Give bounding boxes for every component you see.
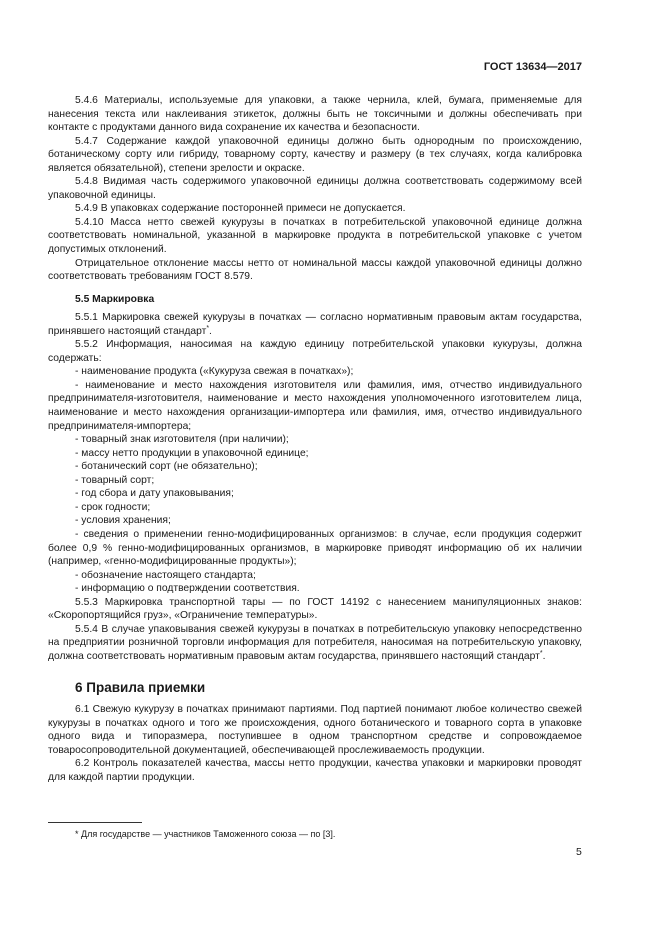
paragraph-mass-deviation: Отрицательное отклонение массы нетто от номинальной массы каждой упаковочной единицы должно соответствовать требованиям ГОСТ 8.579. <box>48 257 582 283</box>
document-header: ГОСТ 13634—2017 <box>483 61 582 73</box>
list-item-commercial-grade: - товарный сорт; <box>75 474 155 486</box>
list-item-gmo: - сведения о применении генно-модифицированных организмов: в случае, если продукция содержит более 0,9 % генно-модифицированных организмов, в маркировке приводят информацию об их наличии (например, «генно-модифицированные продукты»); <box>48 528 582 568</box>
list-item-conformity: - информацию о подтверждении соответствия. <box>75 583 300 595</box>
list-item-product-name: - наименование продукта («Кукуруза свежая в початках»); <box>75 366 354 378</box>
list-item-manufacturer: - наименование и место нахождения изготовителя или фамилия, имя, отчество индивидуального предпринимателя-изготовителя, наименование и место нахождения уполномоченного изготовителем лица, наименование и место нахождения организации-импортера или фамилия, имя, отчество индивидуального предпринимателя-импортера; <box>48 379 582 432</box>
paragraph-5-4-9: 5.4.9 В упаковках содержание посторонней примеси не допускается. <box>75 203 406 215</box>
footnote-mark: * <box>206 324 210 332</box>
footnote-mark: * <box>539 649 543 657</box>
list-item-botanical-variety: - ботанический сорт (не обязательно); <box>75 461 258 473</box>
paragraph-5-5-4 <box>48 623 582 664</box>
list-item-shelf-life: - срок годности; <box>75 501 151 513</box>
subsection-title-5-5: 5.5 Маркировка <box>75 293 155 305</box>
paragraph-5-4-8: 5.4.8 Видимая часть содержимого упаковочной единицы должна соответствовать содержимому всей упаковочной единицы. <box>48 176 582 201</box>
footnote-divider <box>48 822 142 823</box>
paragraph-5-4-7: 5.4.7 Содержание каждой упаковочной единицы должно быть однородным по происхождению, ботаническому сорту или гибриду, товарному сорту, качеству и размеру (в тех случаях, когда калибровка является обязательной), степени зрелости и окраске. <box>48 135 582 174</box>
section-title-6: 6 Правила приемки <box>75 680 206 696</box>
list-item-harvest-date: - год сбора и дату упаковывания; <box>75 488 234 500</box>
list-item-trademark: - товарный знак изготовителя (при наличии); <box>75 434 289 446</box>
list-item-standard-designation: - обозначение настоящего стандарта; <box>75 569 256 581</box>
list-item-net-mass: - массу нетто продукции в упаковочной единице; <box>75 447 309 459</box>
paragraph-text: 5.5.1 Маркировка свежей кукурузы в початках — согласно нормативным правовым актам государства, принявшего настоящий стандарт <box>48 312 582 337</box>
paragraph-6-2: 6.2 Контроль показателей качества, массы нетто продукции, качества упаковки и маркировки проводят для каждой партии продукции. <box>48 758 582 783</box>
list-item-storage-conditions: - условия хранения; <box>75 515 171 527</box>
page-content <box>48 94 582 784</box>
page-number: 5 <box>576 846 582 858</box>
footnote: * Для государстве — участников Таможенного союза — по [3]. <box>75 829 336 839</box>
paragraph-5-4-10: 5.4.10 Масса нетто свежей кукурузы в початках в потребительской упаковочной единице должна соответствовать номинальной, указанной в маркировке продукта в потребительской упаковке с учетом допустимых отклонений. <box>48 216 582 256</box>
paragraph-end: . <box>542 650 546 662</box>
paragraph-text: 5.5.4 В случае упаковывания свежей кукурузы в початках в потребительскую упаковку непосредственно на предприятии розничной торговли информация для потребителя, наносимая на потребительскую упаковку, должна соответствовать нормативным правовым актам государства, принявшего настоящий стандарт <box>48 623 582 662</box>
paragraph-end: . <box>209 325 212 337</box>
paragraph-5-5-2: 5.5.2 Информация, наносимая на каждую единицу потребительской упаковки кукурузы, должна содержать: <box>48 339 582 364</box>
paragraph-5-4-6: 5.4.6 Материалы, используемые для упаковки, а также чернила, клей, бумага, применяемые для нанесения текста или наклеивания этикеток, должны быть не токсичными и должны обеспечивать при контакте с продуктами данного вида сохранение их качества и безопасности. <box>48 95 582 134</box>
paragraph-5-5-1 <box>48 311 582 338</box>
paragraph-5-5-3: 5.5.3 Маркировка транспортной тары — по ГОСТ 14192 с нанесением манипуляционных знаков: «Скоропортящийся груз», «Ограничение температуры». <box>48 596 582 622</box>
paragraph-6-1: 6.1 Свежую кукурузу в початках принимают партиями. Под партией понимают любое количество свежей кукурузы в початках одного и того же происхождения, одного ботанического и товарного сорта в упаковке одного вида и типоразмера, поступившее в одном транспортном средстве и сопровождаемое товаросопроводительной документацией, обеспечивающей прослеживаемость продукции. <box>48 703 582 756</box>
